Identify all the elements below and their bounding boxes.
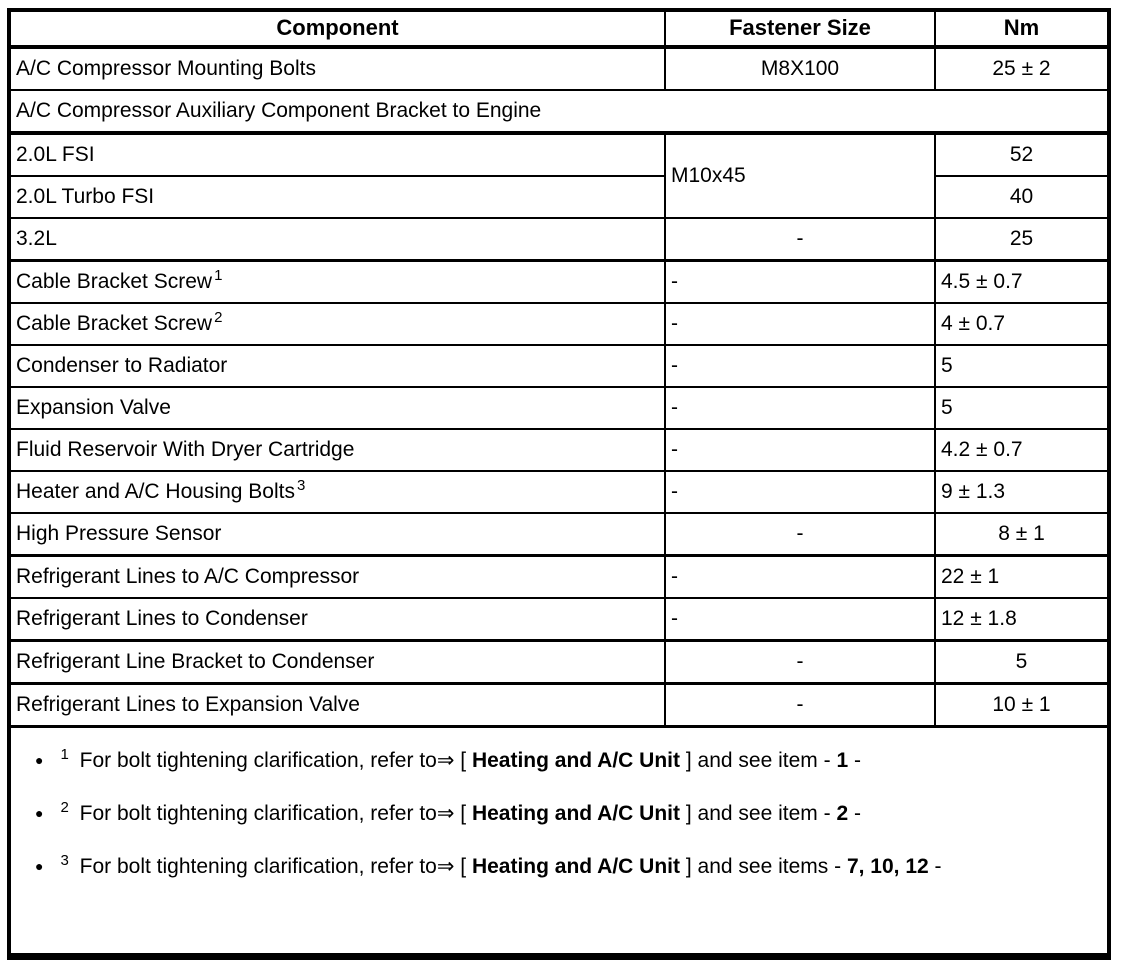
footnote-3 bbox=[35, 852, 1107, 879]
footnote-text: - bbox=[934, 855, 942, 879]
cell-fastener: - bbox=[665, 471, 935, 513]
header-row bbox=[9, 10, 1109, 47]
cell-fastener: - bbox=[665, 345, 935, 387]
header-nm: Nm bbox=[935, 10, 1109, 47]
component-label: Heater and A/C Housing Bolts bbox=[16, 480, 295, 504]
table-row bbox=[9, 387, 1109, 429]
cell-fastener: - bbox=[665, 429, 935, 471]
header-fastener-size: Fastener Size bbox=[665, 10, 935, 47]
component-label: Cable Bracket Screw bbox=[16, 312, 213, 336]
cell-component: Condenser to Radiator bbox=[9, 345, 665, 387]
cell-component bbox=[9, 261, 665, 304]
cell-fastener: - bbox=[665, 261, 935, 304]
footnote-ref-superscript: 1 bbox=[214, 267, 223, 285]
cell-fastener: - bbox=[665, 598, 935, 641]
footnote-text: - bbox=[853, 802, 861, 826]
cell-nm: 5 bbox=[935, 345, 1109, 387]
footnote-2 bbox=[35, 799, 1107, 826]
cell-component: Refrigerant Line Bracket to Condenser bbox=[9, 641, 665, 684]
table-row bbox=[9, 684, 1109, 727]
cell-fastener-merged: M10x45 bbox=[665, 133, 935, 218]
footnote-text: - bbox=[853, 749, 861, 772]
cell-nm: 52 bbox=[935, 133, 1109, 176]
footnote-text: For bolt tightening clarification, refer to⇒ [ bbox=[79, 749, 467, 772]
footnote-1 bbox=[35, 746, 1107, 772]
header-component: Component bbox=[9, 10, 665, 47]
footnote-text: ] and see item - bbox=[685, 802, 831, 826]
cell-component bbox=[9, 471, 665, 513]
footnote-ref-superscript: 3 bbox=[297, 477, 306, 495]
footnote-reference-link: Heating and A/C Unit bbox=[471, 802, 681, 826]
footnote-text: ] and see item - bbox=[685, 749, 831, 772]
footnote-marker: 3 bbox=[60, 852, 69, 870]
cell-component: Refrigerant Lines to A/C Compressor bbox=[9, 556, 665, 599]
cell-nm: 22 ± 1 bbox=[935, 556, 1109, 599]
cell-component: A/C Compressor Mounting Bolts bbox=[9, 47, 665, 90]
cell-nm: 9 ± 1.3 bbox=[935, 471, 1109, 513]
cell-component-span: A/C Compressor Auxiliary Component Bracket to Engine bbox=[9, 90, 1109, 133]
cell-fastener: - bbox=[665, 641, 935, 684]
footnote-reference-link: Heating and A/C Unit bbox=[471, 749, 681, 772]
cell-component bbox=[9, 303, 665, 345]
footnote-item-numbers: 2 bbox=[836, 802, 849, 826]
table-row bbox=[9, 513, 1109, 556]
cell-fastener: - bbox=[665, 556, 935, 599]
cell-nm: 5 bbox=[935, 641, 1109, 684]
footnotes-row bbox=[9, 727, 1109, 957]
table-row bbox=[9, 471, 1109, 513]
cell-fastener: - bbox=[665, 387, 935, 429]
table-row-section-span bbox=[9, 90, 1109, 133]
footnote-ref-superscript: 2 bbox=[214, 309, 223, 327]
cell-nm: 4.2 ± 0.7 bbox=[935, 429, 1109, 471]
table-row bbox=[9, 133, 1109, 176]
footnote-marker: 2 bbox=[60, 799, 69, 817]
cell-nm: 25 bbox=[935, 218, 1109, 261]
cell-nm: 4 ± 0.7 bbox=[935, 303, 1109, 345]
table-row bbox=[9, 429, 1109, 471]
footnote-marker: 1 bbox=[60, 746, 69, 763]
cell-nm: 12 ± 1.8 bbox=[935, 598, 1109, 641]
cell-nm: 4.5 ± 0.7 bbox=[935, 261, 1109, 304]
cell-fastener: M8X100 bbox=[665, 47, 935, 90]
cell-component: Refrigerant Lines to Expansion Valve bbox=[9, 684, 665, 727]
cell-nm: 8 ± 1 bbox=[935, 513, 1109, 556]
table-row bbox=[9, 218, 1109, 261]
table-row bbox=[9, 598, 1109, 641]
cell-fastener: - bbox=[665, 303, 935, 345]
cell-nm: 25 ± 2 bbox=[935, 47, 1109, 90]
cell-nm: 40 bbox=[935, 176, 1109, 218]
table-row bbox=[9, 303, 1109, 345]
torque-spec-table bbox=[7, 8, 1111, 960]
cell-component: 2.0L FSI bbox=[9, 133, 665, 176]
footnote-text: For bolt tightening clarification, refer to⇒ [ bbox=[79, 802, 467, 826]
cell-nm: 5 bbox=[935, 387, 1109, 429]
table-row bbox=[9, 176, 1109, 218]
bullet-icon: ● bbox=[35, 752, 44, 768]
cell-fastener: - bbox=[665, 218, 935, 261]
cell-component: Refrigerant Lines to Condenser bbox=[9, 598, 665, 641]
cell-fastener: - bbox=[665, 684, 935, 727]
footnote-item-numbers: 7, 10, 12 bbox=[846, 855, 929, 879]
table-row bbox=[9, 261, 1109, 304]
footnote-text: ] and see items - bbox=[685, 855, 842, 879]
table-row bbox=[9, 641, 1109, 684]
cell-fastener: - bbox=[665, 513, 935, 556]
footnote-text: For bolt tightening clarification, refer to⇒ [ bbox=[79, 855, 467, 879]
cell-component: 3.2L bbox=[9, 218, 665, 261]
bullet-icon: ● bbox=[35, 858, 44, 875]
cell-nm: 10 ± 1 bbox=[935, 684, 1109, 727]
bullet-icon: ● bbox=[35, 805, 44, 822]
cell-component: Fluid Reservoir With Dryer Cartridge bbox=[9, 429, 665, 471]
cell-component: 2.0L Turbo FSI bbox=[9, 176, 665, 218]
table-row bbox=[9, 556, 1109, 599]
component-label: Cable Bracket Screw bbox=[16, 270, 213, 294]
footnote-reference-link: Heating and A/C Unit bbox=[471, 855, 681, 879]
cell-component: High Pressure Sensor bbox=[9, 513, 665, 556]
table-row bbox=[9, 47, 1109, 90]
footnote-item-numbers: 1 bbox=[836, 749, 849, 772]
footnotes-cell bbox=[9, 727, 1109, 957]
table-row bbox=[9, 345, 1109, 387]
cell-component: Expansion Valve bbox=[9, 387, 665, 429]
